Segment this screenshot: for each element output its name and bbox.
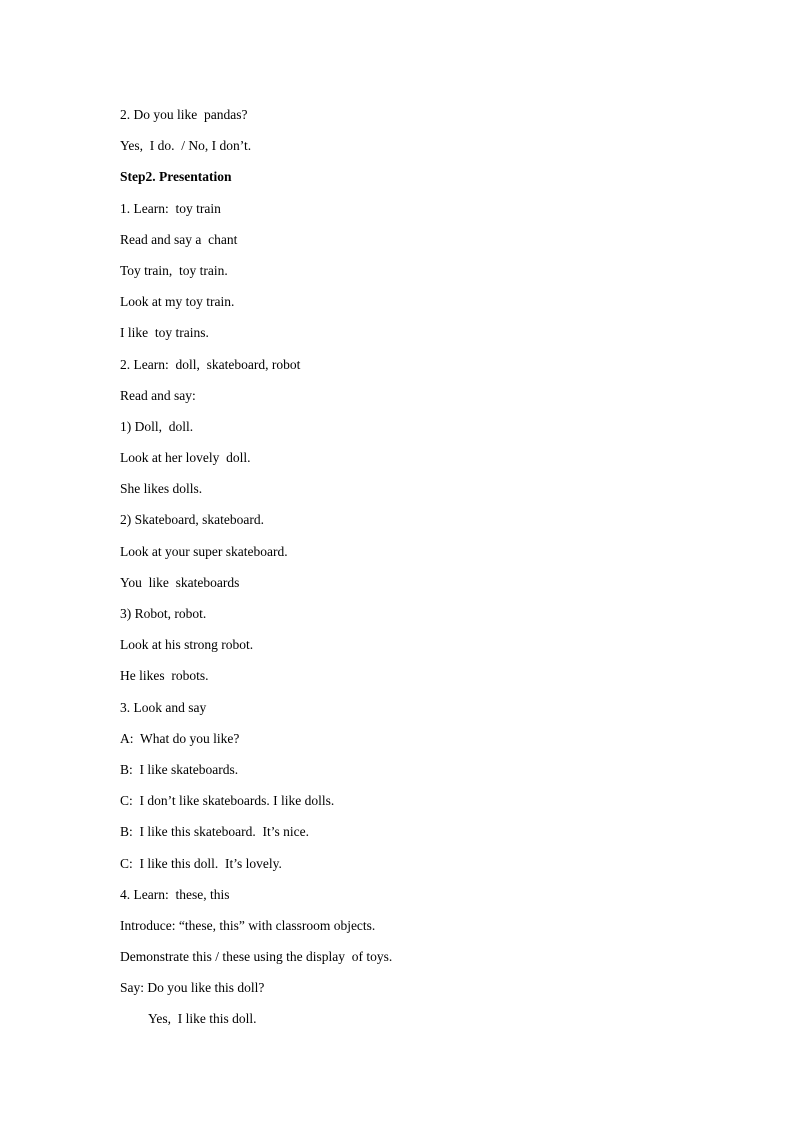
text-line: Introduce: “these, this” with classroom objects. xyxy=(120,917,376,933)
text-line: 4. Learn: these, this xyxy=(120,886,230,902)
text-line: Toy train, toy train. xyxy=(120,262,228,278)
text-line: He likes robots. xyxy=(120,668,209,684)
text-line: B: I like this skateboard. It’s nice. xyxy=(120,824,309,840)
text-line: 2) Skateboard, skateboard. xyxy=(120,512,264,528)
text-line: 3) Robot, robot. xyxy=(120,606,207,621)
text-line: Look at your super skateboard. xyxy=(120,543,288,559)
text-line: Say: Do you like this doll? xyxy=(120,980,265,996)
text-line: Read and say a chant xyxy=(120,231,238,247)
text-line: Look at her lovely doll. xyxy=(120,450,251,466)
document-page xyxy=(120,99,740,1035)
text-line: She likes dolls. xyxy=(120,481,203,497)
text-line: 3. Look and say xyxy=(120,699,207,715)
text-line: B: I like skateboards. xyxy=(120,761,239,777)
indented-text-line: Yes, I like this doll. xyxy=(148,1011,257,1027)
text-line: I like toy trains. xyxy=(120,325,209,341)
text-line: Look at my toy train. xyxy=(120,294,235,310)
text-line: 2. Do you like pandas? xyxy=(120,107,248,122)
text-line: 1. Learn: toy train xyxy=(120,200,221,216)
section-heading: Step2. Presentation xyxy=(120,169,232,185)
text-line: 1) Doll, doll. xyxy=(120,418,194,434)
text-line: C: I like this doll. It’s lovely. xyxy=(120,855,282,871)
text-line: Look at his strong robot. xyxy=(120,637,254,653)
text-line: C: I don’t like skateboards. I like dolls. xyxy=(120,793,335,809)
text-line: Yes, I do. / No, I don’t. xyxy=(120,138,252,154)
text-line: A: What do you like? xyxy=(120,730,240,746)
text-line: Demonstrate this / these using the display of toys. xyxy=(120,949,393,965)
text-line: You like skateboards xyxy=(120,574,240,590)
text-line: Read and say: xyxy=(120,387,196,403)
text-line: 2. Learn: doll, skateboard, robot xyxy=(120,356,301,372)
